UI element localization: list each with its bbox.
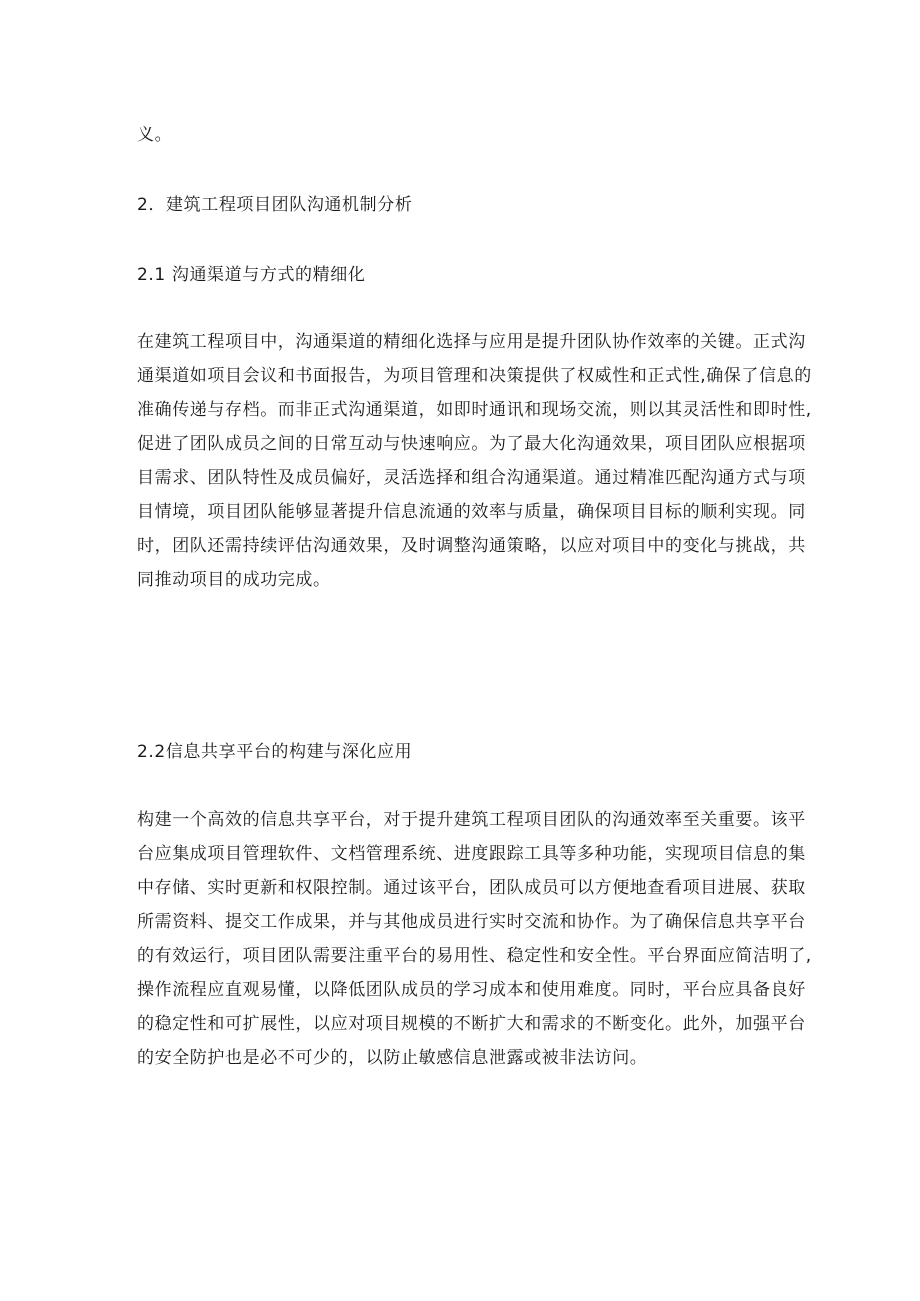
heading-text: 2.1 沟通渠道与方式的精细化 [137, 265, 366, 285]
text-line: 操作流程应直观易懂，以降低团队成员的学习成本和使用难度。同时，平台应具备良好 [137, 980, 806, 1000]
text-line: 通渠道如项目会议和书面报告，为项目管理和决策提供了权威性和正式性,确保了信息的 [137, 366, 812, 386]
section-heading-2-2 [137, 735, 797, 769]
text-line: 中存储、实时更新和权限控制。通过该平台，团队成员可以方便地查看项目进展、获取 [137, 878, 806, 898]
text-line: 在建筑工程项目中，沟通渠道的精细化选择与应用是提升团队协作效率的关键。正式沟 [137, 332, 806, 352]
paragraph-2-2 [137, 803, 812, 1075]
text-line: 的安全防护也是必不可少的，以防止敏感信息泄露或被非法访问。 [137, 1048, 648, 1068]
text-line: 所需资料、提交工作成果，并与其他成员进行实时交流和协作。为了确保信息共享平台 [137, 912, 806, 932]
paragraph-fragment [137, 118, 797, 152]
text-line: 台应集成项目管理软件、文档管理系统、进度跟踪工具等多种功能，实现项目信息的集 [137, 844, 806, 864]
text-line: 的有效运行，项目团队需要注重平台的易用性、稳定性和安全性。平台界面应简洁明了, [137, 946, 812, 966]
text-line: 促进了团队成员之间的日常互动与快速响应。为了最大化沟通效果，项目团队应根据项 [137, 434, 806, 454]
text-line: 准确传递与存档。而非正式沟通渠道，如即时通讯和现场交流，则以其灵活性和即时性, [137, 400, 812, 420]
text-line: 目情境，项目团队能够显著提升信息流通的效率与质量，确保项目目标的顺利实现。同 [137, 502, 806, 522]
section-heading-2-1 [137, 258, 797, 292]
text-line: 义。 [137, 125, 173, 145]
heading-text: 2.2信息共享平台的构建与深化应用 [137, 742, 413, 762]
text-line: 时，团队还需持续评估沟通效果，及时调整沟通策略，以应对项目中的变化与挑战，共 [137, 536, 806, 556]
heading-text: 2．建筑工程项目团队沟通机制分析 [137, 195, 413, 215]
text-line: 的稳定性和可扩展性，以应对项目规模的不断扩大和需求的不断变化。此外，加强平台 [137, 1014, 806, 1034]
section-heading-2 [137, 188, 797, 222]
text-line: 目需求、团队特性及成员偏好，灵活选择和组合沟通渠道。通过精准匹配沟通方式与项 [137, 468, 806, 488]
paragraph-2-1 [137, 325, 812, 597]
text-line: 构建一个高效的信息共享平台，对于提升建筑工程项目团队的沟通效率至关重要。该平 [137, 810, 806, 830]
text-line: 同推动项目的成功完成。 [137, 570, 331, 590]
